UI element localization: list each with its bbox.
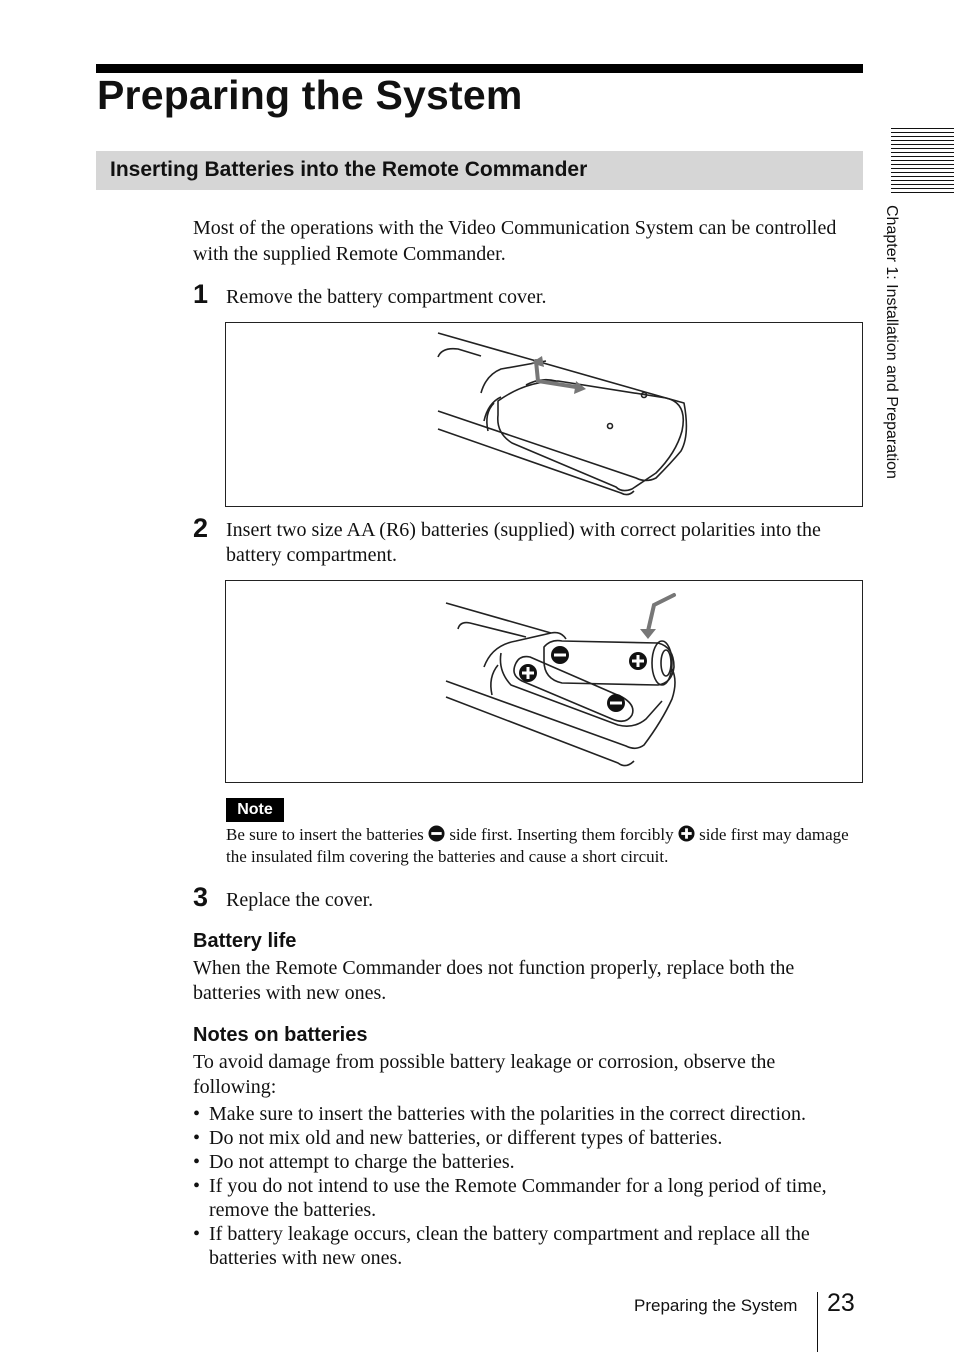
- page-title: Preparing the System: [97, 72, 523, 118]
- battery-life-heading: Battery life: [193, 930, 297, 952]
- battery-precautions-list: [193, 1102, 873, 1270]
- battery-insertion-drawing: [226, 581, 862, 782]
- chapter-tab-stripes: [891, 128, 954, 194]
- step-1-text: Remove the battery compartment cover.: [226, 286, 547, 308]
- footer-section-label: Preparing the System: [634, 1296, 798, 1315]
- remove-cover-illustration: [225, 322, 863, 507]
- list-item: • If battery leakage occurs, clean the battery compartment and replace all the batteries with new ones.: [193, 1222, 873, 1270]
- notes-on-batteries-heading: Notes on batteries: [193, 1024, 368, 1046]
- note-text-part2: side first. Inserting them forcibly: [445, 825, 678, 844]
- list-item: • If you do not intend to use the Remote Commander for a long period of time, remove the batteries.: [193, 1174, 873, 1222]
- insert-batteries-illustration: [225, 580, 863, 783]
- note-text-part3: side first may damage the insulated film covering the batteries and cause a short circuit.: [226, 825, 849, 866]
- remote-cover-removal-drawing: [226, 323, 862, 506]
- notes-on-batteries-intro: To avoid damage from possible battery leakage or corrosion, observe the following:: [193, 1051, 776, 1098]
- intro-paragraph: Most of the operations with the Video Communication System can be controlled with the supplied Remote Commander.: [193, 217, 837, 265]
- step-2-text: Insert two size AA (R6) batteries (supplied) with correct polarities into the battery compartment.: [226, 519, 821, 566]
- step-1-number: 1: [193, 279, 209, 309]
- list-item: • Make sure to insert the batteries with the polarities in the correct direction.: [193, 1102, 873, 1126]
- list-item: • Do not attempt to charge the batteries.: [193, 1150, 873, 1174]
- step-2-number: 2: [193, 513, 209, 543]
- note-badge: Note: [226, 798, 284, 822]
- step-3-number: 3: [193, 882, 209, 912]
- footer-divider: [817, 1292, 818, 1352]
- battery-life-text: When the Remote Commander does not function properly, replace both the batteries with new ones.: [193, 957, 795, 1004]
- minus-circle-icon: [428, 825, 445, 842]
- list-item: • Do not mix old and new batteries, or different types of batteries.: [193, 1126, 873, 1150]
- section-heading: Inserting Batteries into the Remote Commander: [110, 158, 588, 181]
- chapter-side-label: Chapter 1: Installation and Preparation: [883, 205, 900, 479]
- step-3-text: Replace the cover.: [226, 889, 374, 911]
- note-text: [226, 824, 866, 868]
- page-number: 23: [827, 1289, 855, 1317]
- note-text-part1: Be sure to insert the batteries: [226, 825, 429, 844]
- plus-circle-icon: [678, 825, 695, 842]
